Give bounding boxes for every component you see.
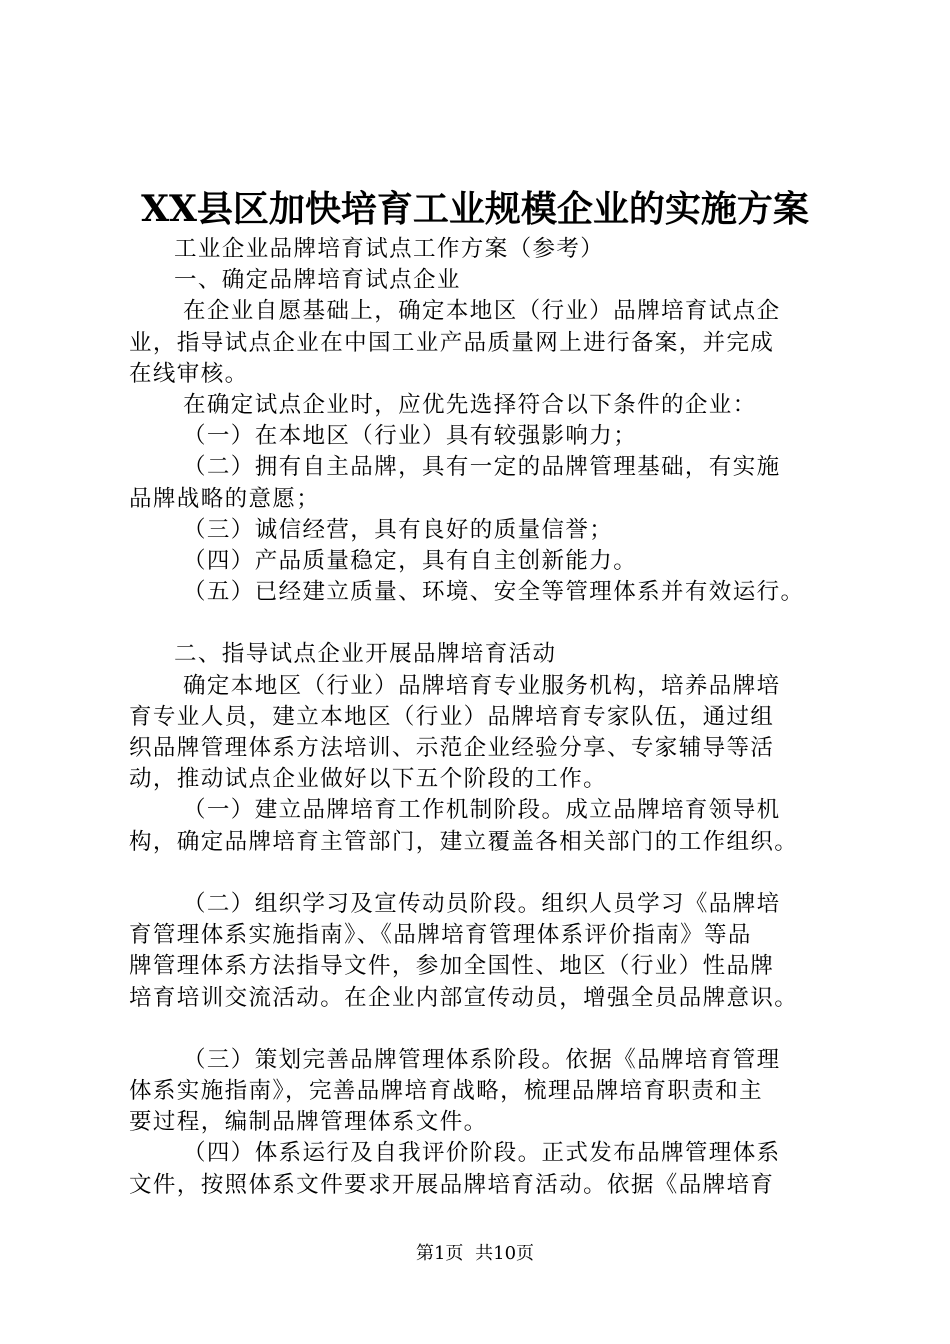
paragraph-line: 在线审核。 [129,360,249,387]
document-body [129,234,839,1201]
page-total: 共10页 [475,1243,535,1264]
paragraph-line: 要过程，编制品牌管理体系文件。 [129,1109,488,1136]
list-item: （三）诚信经营，具有良好的质量信誉； [183,516,614,543]
page-footer [0,1242,950,1266]
paragraph-line: 构，确定品牌培育主管部门，建立覆盖各相关部门的工作组织。 [129,828,799,855]
blank-line [129,608,839,639]
list-item: （一）在本地区（行业）具有较强影响力； [183,423,638,450]
paragraph-line: 牌管理体系方法指导文件，参加全国性、地区（行业）性品牌 [129,953,775,980]
paragraph-line: 在企业自愿基础上，确定本地区（行业）品牌培育试点企 [183,298,781,325]
section-heading: 二、指导试点企业开展品牌培育活动 [174,641,557,668]
blank-line [129,1014,839,1045]
paragraph-line: 培育培训交流活动。在企业内部宣传动员，增强全员品牌意识。 [129,984,799,1011]
list-item: 品牌战略的意愿； [129,485,321,512]
paragraph-line: （一）建立品牌培育工作机制阶段。成立品牌培育领导机 [183,797,781,824]
paragraph-line: 业，指导试点企业在中国工业产品质量网上进行备案，并完成 [129,329,775,356]
paragraph-line: （二）组织学习及宣传动员阶段。组织人员学习《品牌培 [183,890,781,917]
paragraph-line: （三）策划完善品牌管理体系阶段。依据《品牌培育管理 [183,1046,781,1073]
paragraph-line: 在确定试点企业时，应优先选择符合以下条件的企业： [183,391,757,418]
list-item: （二）拥有自主品牌，具有一定的品牌管理基础，有实施 [183,454,781,481]
paragraph-line: 确定本地区（行业）品牌培育专业服务机构，培养品牌培 [183,672,781,699]
paragraph-line: 体系实施指南》，完善品牌培育战略，梳理品牌培育职责和主 [129,1078,764,1105]
list-item: （四）产品质量稳定，具有自主创新能力。 [183,547,638,574]
paragraph-line: 育管理体系实施指南》、《品牌培育管理体系评价指南》等品 [129,922,752,949]
paragraph-line: 动，推动试点企业做好以下五个阶段的工作。 [129,766,608,793]
paragraph-line: （四）体系运行及自我评价阶段。正式发布品牌管理体系 [183,1140,781,1167]
paragraph-line: 织品牌管理体系方法培训、示范企业经验分享、专家辅导等活 [129,735,775,761]
subtitle: 工业企业品牌培育试点工作方案（参考） [174,236,605,262]
document-title: XX县区加快培育工业规模企业的实施方案 [141,188,809,230]
page-number: 第1页 [415,1243,464,1264]
blank-line [129,858,839,889]
paragraph-line: 育专业人员，建立本地区（行业）品牌培育专家队伍，通过组 [129,703,775,730]
paragraph-line: 文件，按照体系文件要求开展品牌培育活动。依据《品牌培育 [129,1171,775,1198]
list-item: （五）已经建立质量、环境、安全等管理体系并有效运行。 [183,579,805,606]
section-heading: 一、确定品牌培育试点企业 [174,267,461,294]
